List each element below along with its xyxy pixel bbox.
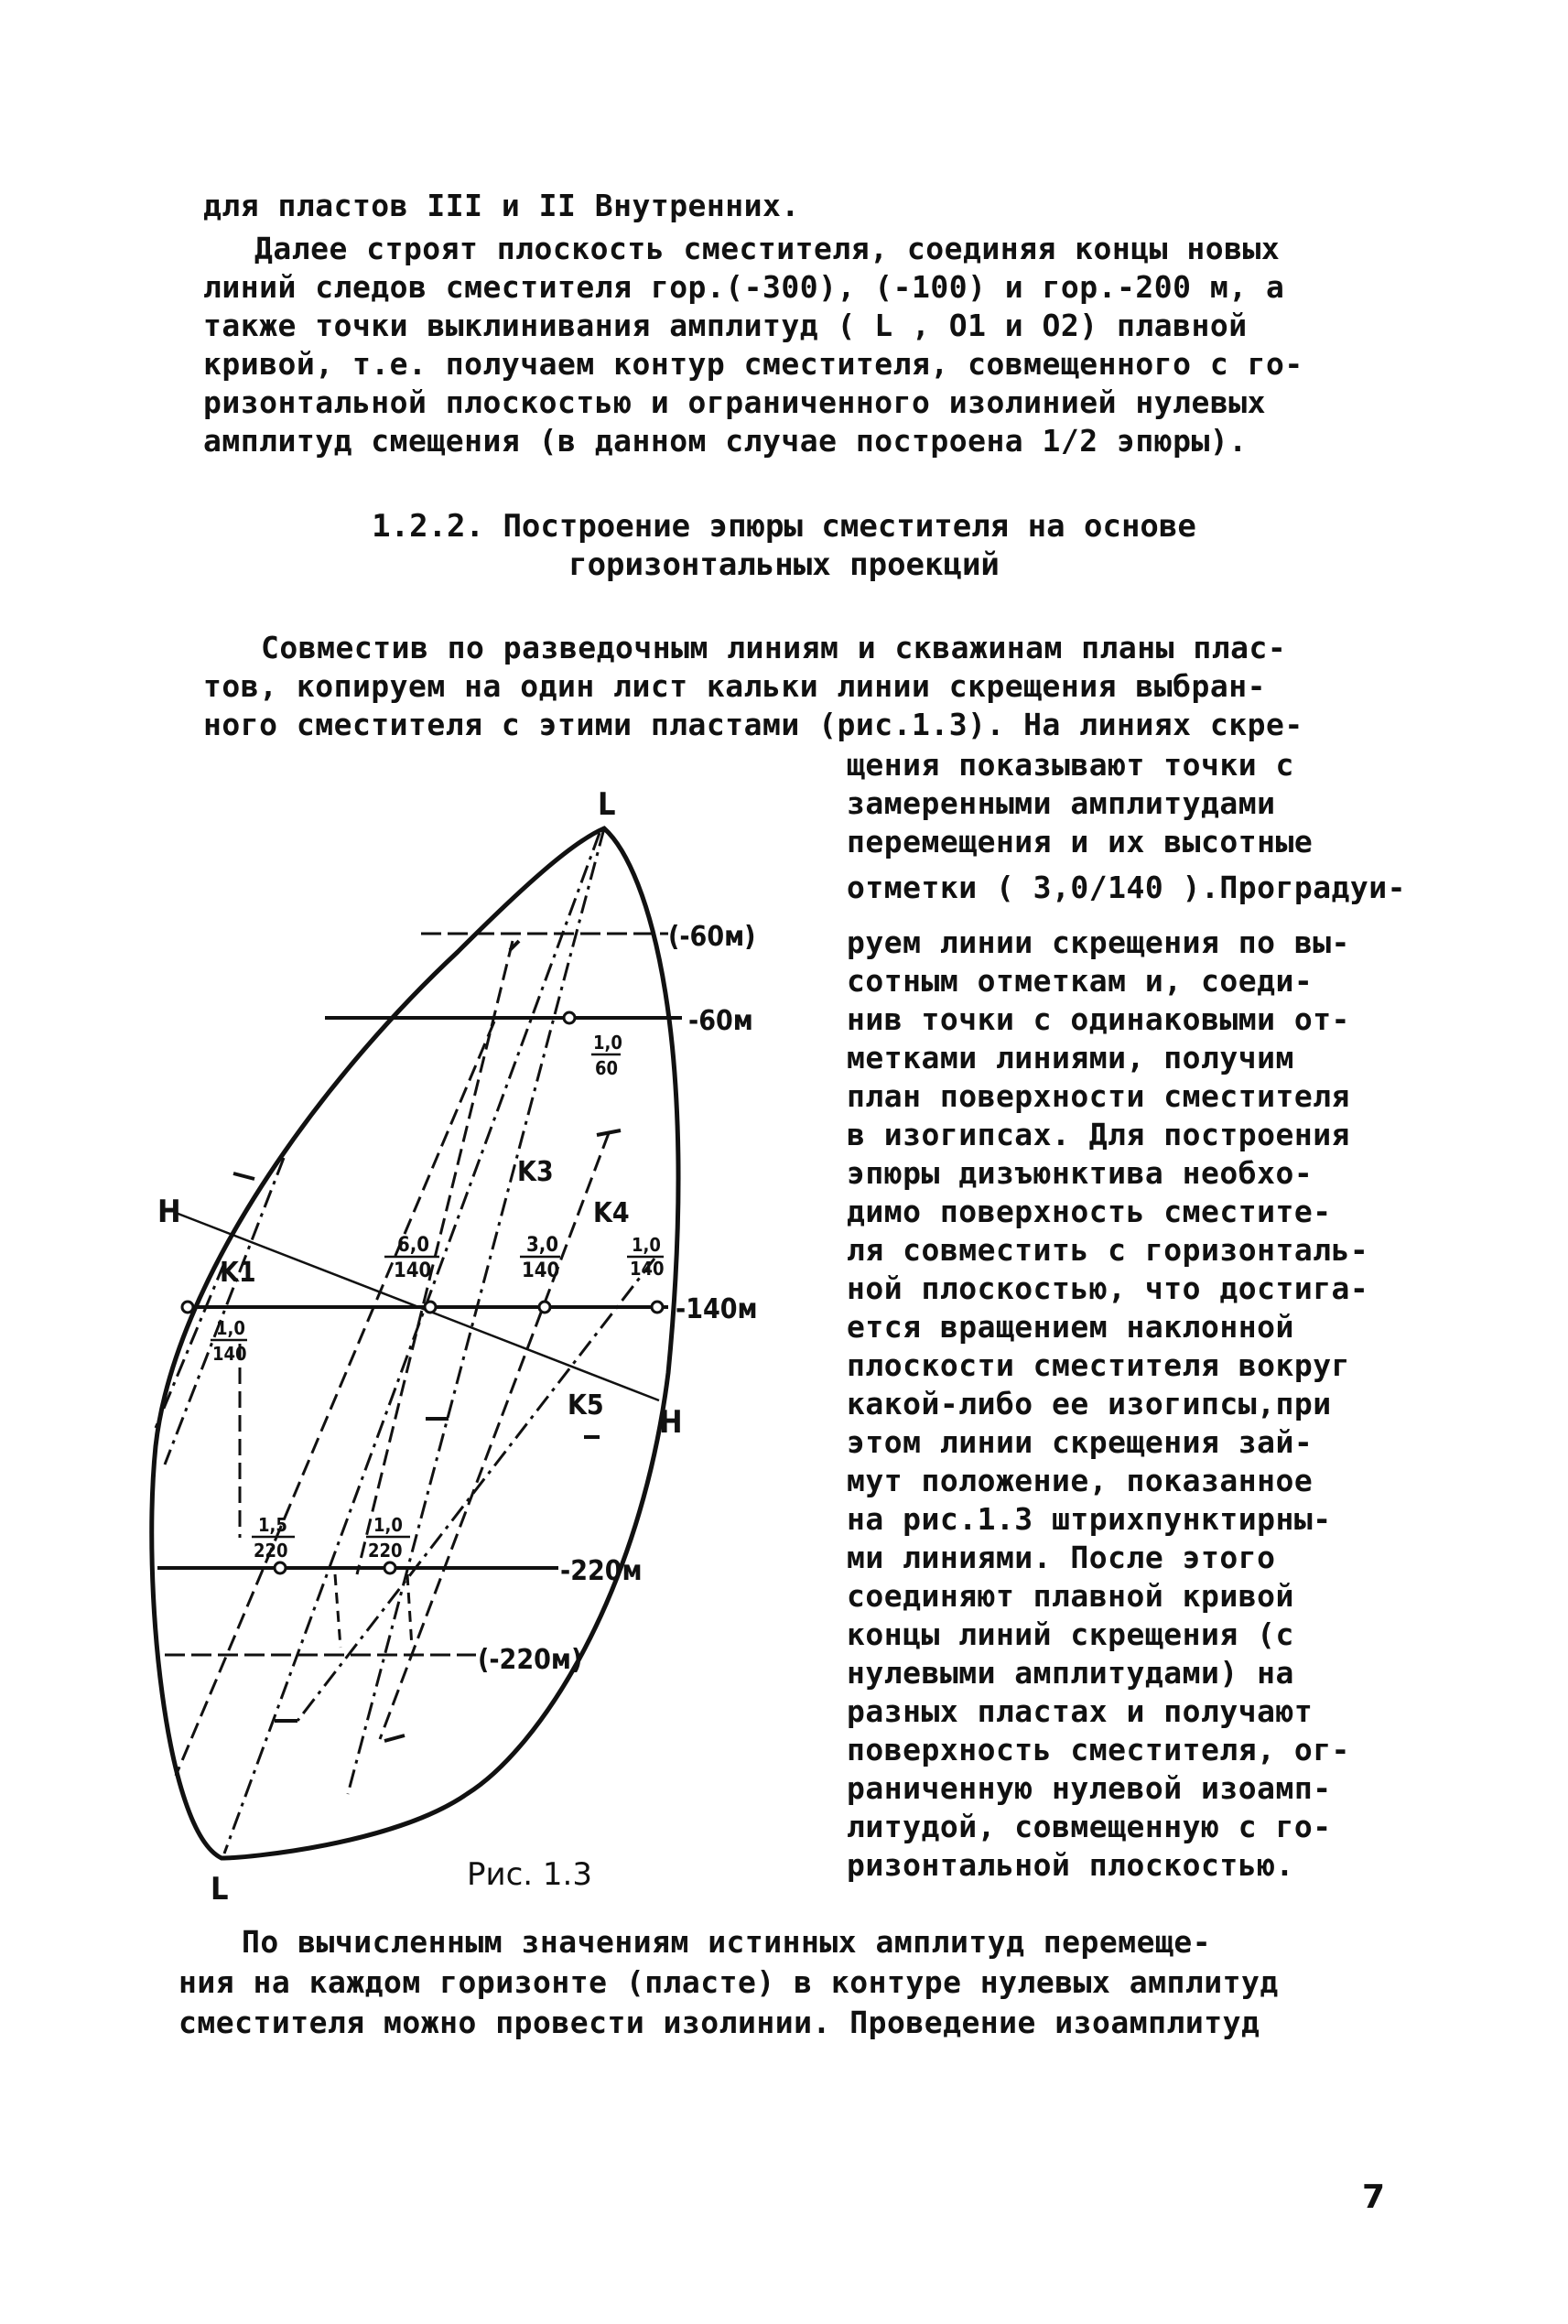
section-heading: горизонтальных проекций [568,546,1000,583]
fraction-den: 60 [595,1057,619,1079]
text-line: метками линиями, получим [847,1040,1294,1076]
text-line: линий следов сместителя гор.(-300), (-100) и гор.-200 м, а [203,269,1285,305]
label-level-220: -220м [560,1555,643,1587]
text-line: перемещения и их высотные [847,824,1314,859]
fraction-num: 1,0 [373,1514,403,1536]
text-line: руем линии скрещения по вы- [847,924,1350,960]
text-line: Далее строят плоскость сместителя, соединяя концы новых [254,231,1281,266]
text-line: кривой, т.е. получаем контур сместителя, совмещенного с го- [203,346,1303,382]
fraction-num: 1,0 [593,1032,622,1054]
figure-fault-diagram [137,786,833,1931]
fraction-den: 140 [394,1259,432,1282]
label-K4: K4 [593,1197,630,1229]
section-heading: 1.2.2. Построение эпюры сместителя на основе [372,508,1196,545]
label-K5: K5 [568,1389,604,1421]
fraction-num: 6,0 [397,1234,430,1257]
text-line: По вычисленным значениям истинных амплитуд перемеще- [242,1924,1212,1960]
label-level-140: -140м [676,1293,758,1325]
label-L-top: L [598,786,616,823]
point [539,1302,550,1313]
point [275,1562,286,1573]
fraction-num: 1,0 [632,1234,661,1256]
text-line: эпюры дизъюнктива необхо- [847,1155,1314,1191]
text-line: ми линиями. После этого [847,1540,1276,1575]
projection-line [407,1574,412,1648]
label-level-60: -60м [688,1005,753,1037]
text-line: раниченную нулевой изоамп- [847,1770,1332,1806]
point [652,1302,663,1313]
label-H-left: H [157,1194,181,1230]
label-level-paren-60: (-60м) [668,921,756,953]
text-line: ризонтальной плоскостью и ограниченного изолинией нулевых [203,384,1266,420]
text-line: для пластов III и II Внутренних. [203,188,800,223]
text-line: сместителя можно провести изолинии. Проведение изоамплитуд [178,2005,1260,2040]
text-line: замеренными амплитудами [847,785,1276,821]
fraction-num: 3,0 [526,1234,559,1257]
figure-caption: Рис. 1.3 [467,1856,592,1893]
point [182,1302,193,1313]
text-line: этом линии скрещения зай- [847,1424,1314,1460]
text-line: ля совместить с горизонталь- [847,1232,1369,1268]
fraction-den: 140 [212,1343,247,1365]
page-number: 7 [1362,2178,1386,2216]
text-line: план поверхности сместителя [847,1078,1350,1114]
text-line: ризонтальной плоскостью. [847,1847,1294,1883]
text-line: нив точки с одинаковыми от- [847,1001,1350,1037]
label-L-bottom: L [211,1871,229,1908]
text-line: Совместив по разведочным линиям и скважинам планы плас- [261,630,1287,665]
point [564,1012,575,1023]
fraction-num: 1,0 [216,1317,245,1339]
text-line: димо поверхность сместите- [847,1194,1332,1229]
text-line: нулевыми амплитудами) на [847,1655,1294,1691]
text-line: щения показывают точки с [847,747,1294,783]
fraction-den: 140 [630,1258,665,1280]
intersection-line [297,1259,654,1721]
fraction-num: 1,5 [258,1514,287,1536]
label-K3: K3 [517,1156,554,1188]
text-line: отметки ( 3,0/140 ).Проградуи- [847,870,1407,905]
label-H-right: H [659,1404,683,1441]
text-line: какой-либо ее изогипсы,при [847,1386,1332,1421]
text-line: в изогипсах. Для построения [847,1117,1350,1152]
text-line: ется вращением наклонной [847,1309,1294,1345]
point [425,1302,436,1313]
label-level-paren-220: (-220м) [478,1644,583,1676]
text-line: ной плоскостью, что достига- [847,1270,1369,1306]
fraction-den: 220 [254,1540,288,1562]
fraction-den: 220 [368,1540,403,1562]
text-line: ния на каждом горизонте (пласте) в контуре нулевых амплитуд [178,1964,1279,2000]
label-K1: K1 [220,1257,256,1289]
projection-line [335,1574,341,1648]
text-line: на рис.1.3 штрихпунктирны- [847,1501,1332,1537]
projection-line [176,1021,494,1776]
text-line: ного сместителя с этими пластами (рис.1.3). На линиях скре- [203,707,1303,742]
text-line: также точки выклинивания амплитуд ( L , O1 и O2) плавной [203,308,1248,343]
text-line: поверхность сместителя, ог- [847,1732,1350,1767]
text-line: соединяют плавной кривой [847,1578,1294,1614]
fraction-den: 140 [522,1259,560,1282]
text-line: сотным отметкам и, соеди- [847,963,1314,999]
text-line: мут положение, показанное [847,1463,1314,1498]
text-line: тов, копируем на один лист кальки линии скрещения выбран- [203,668,1266,704]
text-line: литудой, совмещенную с го- [847,1809,1332,1844]
point [384,1562,395,1573]
text-line: амплитуд смещения (в данном случае построена 1/2 эпюры). [203,423,1248,459]
axis-L-L [224,833,600,1854]
text-line: разных пластах и получают [847,1693,1314,1729]
text-line: плоскости сместителя вокруг [847,1347,1350,1383]
text-line: концы линий скрещения (с [847,1616,1294,1652]
